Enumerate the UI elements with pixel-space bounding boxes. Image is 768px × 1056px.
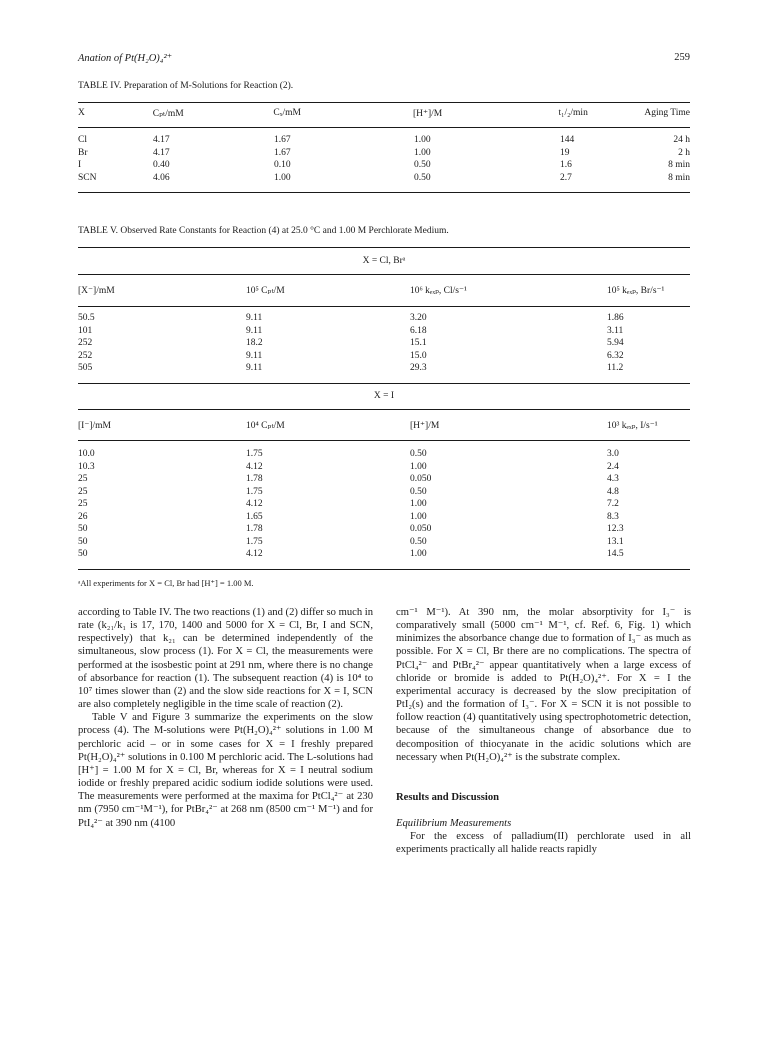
table-5-section-1-cell: 252: [78, 338, 93, 348]
table-5-section-2-row: [78, 549, 690, 562]
table-5-section-1-body: [78, 313, 690, 376]
table-5-section-1-cell: 9.11: [246, 363, 263, 373]
body-paragraph: according to Table IV. The two reactions (1) and (2) differ so much in rate (k₂₁/k₁ is 17, 170, 1400 and 5000 for X = Cl, Br, I and SCN, respectively) that k₂₁ can be determined independently of the simultaneous, slow process (1). For X = Cl, the measurements were performed at the isosbestic point at 291 nm, where there is no change of absorbance for reaction (1). The subsequent reaction (4) is 10⁴ to 10⁷ times slower than (2) and the slow side reactions for X = I, SCN are also completely negligible in the time scale of reaction (2).: [78, 607, 374, 711]
table-5-section-2-cell: 26: [78, 511, 88, 522]
table-5-header-cell: [H⁺]/M: [410, 421, 440, 431]
table-5-bottom-rule: [78, 569, 690, 570]
running-head: [78, 52, 690, 68]
table-5-top-rule: [78, 247, 690, 248]
table-4-cell: 2.7: [560, 172, 572, 183]
table-5-section-2-cell: 4.12: [246, 549, 263, 559]
body-paragraph: For the excess of palladium(II) perchlorate used in all experiments practically all halide reacts rapidly: [396, 831, 691, 856]
table-5-section-1-row: [78, 363, 690, 376]
table-5-section-2-cell: 4.12: [246, 499, 263, 509]
table-5-section-2-row: [78, 462, 690, 475]
table-5-section-2-cell: 7.2: [607, 499, 619, 509]
table-5-section-1-cell: 252: [78, 350, 93, 361]
table-5-section-2-cell: 4.8: [607, 486, 619, 497]
table-5-header-cell: 10³ kₑₓₚ, I/s⁻¹: [607, 421, 658, 431]
table-5-section-1-cell: 15.0: [410, 350, 427, 361]
table-4-header-cell: [H⁺]/M: [412, 109, 443, 119]
table-5-section-2-cell: 0.50: [410, 486, 427, 497]
table-5-section-1-label: X = Cl, Brᵃ: [362, 256, 406, 266]
right-column: [396, 606, 691, 857]
table-5-section-2-cell: 12.3: [607, 524, 624, 534]
table-5-section-2-row: [78, 512, 690, 525]
table-5-section-1-cell: 9.11: [246, 350, 263, 361]
table-5-section-2-cell: 1.00: [410, 461, 427, 472]
table-5-section-2-cell: 10.0: [78, 449, 95, 459]
body-paragraph: cm⁻¹ M⁻¹). At 390 nm, the molar absorptivity for I₃⁻ is comparatively small (5000 cm⁻¹ M⁻¹, cf. Ref. 6, Fig. 1) which minimizes the absorbance change due to formation of I₃⁻ as much as possible. For X = Cl, Br there are no complications. The spectra of PtCl₄²⁻ and PtBr₄²⁻ appear quantitatively when a large excess of chloride or bromide is added to Pt(H₂O)₄²⁺. For X = I the experimental accuracy is decreased by the slow precipitation of PtI₂(s) and the formation of I₃⁻. For X = SCN it is not possible to follow reaction (4) quantitatively using spectrophotometric detection, because of the simultaneous change of absorbance due to decomposition of thiocyanate in the acidic solutions which are necessary when Pt(H₂O)₄²⁺ is the substrate complex.: [396, 607, 691, 763]
table-5-header-cell: [X⁻]/mM: [78, 286, 115, 296]
table-4-row: [78, 160, 690, 173]
table-4-cell: 1.00: [414, 147, 431, 158]
table-5-section-2-cell: 1.78: [246, 474, 263, 484]
table-5-section-2-cell: 3.0: [607, 449, 619, 459]
table-4-cell: 0.10: [274, 160, 291, 170]
table-4-cell: Cl: [78, 135, 87, 145]
table-5-section-1-cell: 9.11: [246, 313, 263, 323]
table-5-section-2-cell: 1.00: [410, 511, 427, 522]
table-4-cell: 1.6: [560, 160, 572, 170]
table-5-section-1-cell: 3.20: [410, 313, 427, 323]
table-4-row: [78, 135, 690, 148]
table-5-section-2-header: [78, 420, 690, 433]
table-5-section-1-cell: 15.1: [410, 338, 427, 348]
table-5-section-2-row: [78, 474, 690, 487]
table-5-section-1-header-rule: [78, 306, 690, 307]
table-4-header-cell: t₁/₂/min: [558, 108, 588, 118]
table-4-header: [78, 108, 690, 121]
page-number: 259: [674, 52, 690, 63]
table-4-cell: 2 h: [678, 147, 690, 158]
table-4-cell: 24 h: [673, 135, 690, 145]
table-4-header-cell: X: [78, 108, 85, 118]
table-5-section-2-cell: 4.3: [607, 474, 619, 484]
table-5-section-1-cell: 3.11: [607, 325, 624, 336]
table-5-section-1-cell: 29.3: [410, 363, 427, 373]
table-5-section-1-cell: 5.94: [607, 338, 624, 348]
table-5-section-1-cell: 6.32: [607, 350, 624, 361]
table-5-section-2-cell: 50: [78, 536, 88, 547]
table-5-section-2-cell: 13.1: [607, 536, 624, 547]
table-4-caption: TABLE IV. Preparation of M-Solutions for Reaction (2).: [78, 81, 294, 91]
table-4-top-rule: [78, 102, 690, 103]
table-5-section-2-cell: 1.75: [246, 449, 263, 459]
table-5-caption: TABLE V. Observed Rate Constants for Reaction (4) at 25.0 °C and 1.00 M Perchlorate Medium.: [78, 226, 449, 236]
table-4-header-cell: Cₚₜ/mM: [152, 109, 184, 119]
table-5-section-2-cell: 1.75: [246, 536, 263, 547]
table-5-section-1-row: [78, 338, 690, 351]
table-5-section-break-rule: [78, 383, 690, 384]
table-5-section-1-cell: 11.2: [607, 363, 624, 373]
table-4-cell: I: [78, 160, 82, 170]
table-4-cell: 4.06: [153, 172, 170, 183]
table-4-header-rule: [78, 127, 690, 128]
table-4-cell: 1.67: [274, 135, 291, 145]
table-5-section-1-cell: 6.18: [410, 325, 427, 336]
table-5-section-2-cell: 14.5: [607, 549, 624, 559]
running-head-title: Anation of Pt(H₂O)₄²⁺: [78, 53, 173, 64]
table-5-section-1-cell: 1.86: [607, 313, 624, 323]
table-5-section-2-cell: 0.050: [410, 474, 432, 484]
table-5-section-2-row: [78, 524, 690, 537]
table-4-body: [78, 135, 690, 185]
table-5-section-1-row: [78, 351, 690, 364]
table-4-cell: 0.40: [153, 160, 170, 170]
table-5-section-2-row: [78, 537, 690, 550]
table-4-cell: 8 min: [668, 160, 690, 170]
table-5-section-2-cell: 1.78: [246, 524, 263, 534]
table-5-section-2-header-rule: [78, 440, 690, 441]
table-4-cell: 144: [560, 135, 575, 145]
table-4-cell: 1.00: [274, 172, 291, 183]
table-5-section-2-cell: 0.50: [410, 449, 427, 459]
table-4-cell: 1.00: [414, 135, 431, 145]
table-5-section-2-cell: 1.00: [410, 499, 427, 509]
table-4-cell: 4.17: [153, 147, 170, 158]
table-4-cell: 0.50: [414, 172, 431, 183]
table-5-section-2-cell: 0.50: [410, 536, 427, 547]
table-5-section-2-cell: 25: [78, 486, 88, 497]
table-5-section-2-cell: 50: [78, 549, 88, 559]
table-4-header-cell: Cₓ/mM: [273, 108, 301, 118]
table-4-cell: 0.50: [414, 160, 431, 170]
table-5-section-2-row: [78, 487, 690, 500]
table-5-section-1-cell: 101: [78, 325, 93, 336]
table-5-section-1-row: [78, 313, 690, 326]
table-5-section-2-row: [78, 499, 690, 512]
table-5-section-2-row: [78, 449, 690, 462]
table-5-section-2-cell: 4.12: [246, 461, 263, 472]
table-5-section-1-cell: 18.2: [246, 338, 263, 348]
table-5-section-1-row: [78, 326, 690, 339]
table-5-section-2-cell: 1.00: [410, 549, 427, 559]
table-4-cell: 4.17: [153, 135, 170, 145]
table-5-header-cell: 10⁶ kₑₓₚ, Cl/s⁻¹: [410, 286, 467, 296]
table-5-header-cell: [I⁻]/mM: [78, 421, 111, 431]
table-4-cell: 19: [560, 147, 570, 158]
table-5-footnote: ᵃAll experiments for X = Cl, Br had [H⁺] = 1.00 M.: [78, 578, 254, 588]
left-column: [78, 606, 373, 830]
table-5-section-2-cell: 25: [78, 499, 88, 509]
table-5-section-1-rule: [78, 274, 690, 275]
body-paragraph: Table V and Figure 3 summarize the experiments on the slow process (4). The M-solutions were Pt(H₂O)₄²⁺ solutions in 1.00 M perchloric acid – or in some cases for X = I freshly prepared Pt(H₂O)₄²⁺ solutions in 0.100 M perchloric acid. The L-solutions had [H⁺] = 1.00 M for X = Cl, Br, whereas for X = I neutral sodium iodide or freshly prepared acidic sodium iodide solutions were used. The measurements were performed at the maxima for PtCl₄²⁻ at 230 nm (7950 cm⁻¹M⁻¹), for PtBr₄²⁻ at 268 nm (8500 cm⁻¹ M⁻¹) and for PtI₄²⁻ at 390 nm (4100: [78, 712, 373, 829]
table-4-cell: 1.67: [274, 147, 291, 158]
section-heading: Results and Discussion: [396, 791, 500, 803]
table-5-section-2-label: X = I: [373, 391, 395, 401]
table-5-section-2-cell: 1.75: [246, 486, 263, 497]
table-4-row: [78, 173, 690, 186]
table-5-section-1-cell: 9.11: [246, 325, 263, 336]
table-5-header-cell: 10⁴ Cₚₜ/M: [246, 421, 285, 431]
table-5-section-2-cell: 25: [78, 474, 88, 484]
table-4-header-cell: Aging Time: [644, 108, 690, 118]
table-5-section-2-cell: 0.050: [410, 524, 432, 534]
table-5-section-2-cell: 50: [78, 524, 88, 534]
table-5-section-2-cell: 8.3: [607, 511, 619, 522]
table-5-section-1-header: [78, 285, 690, 298]
table-5-section-2-rule: [78, 409, 690, 410]
table-5-section-1-cell: 505: [78, 363, 93, 373]
table-5-section-2-cell: 10.3: [78, 461, 95, 472]
table-5-section-2-cell: 2.4: [607, 461, 619, 472]
table-5-section-1-cell: 50.5: [78, 313, 95, 323]
table-4-cell: SCN: [78, 172, 97, 183]
table-4-cell: 8 min: [668, 172, 690, 183]
table-5-header-cell: 10⁵ kₑₓₚ, Br/s⁻¹: [607, 286, 665, 296]
table-5-header-cell: 10⁵ Cₚₜ/M: [246, 286, 285, 296]
subsection-heading: Equilibrium Measurements: [396, 818, 512, 830]
table-5-section-2-cell: 1.65: [246, 511, 263, 522]
table-4-cell: Br: [78, 147, 88, 158]
table-5-section-2-body: [78, 449, 690, 562]
table-4-row: [78, 148, 690, 161]
table-4-bottom-rule: [78, 192, 690, 193]
